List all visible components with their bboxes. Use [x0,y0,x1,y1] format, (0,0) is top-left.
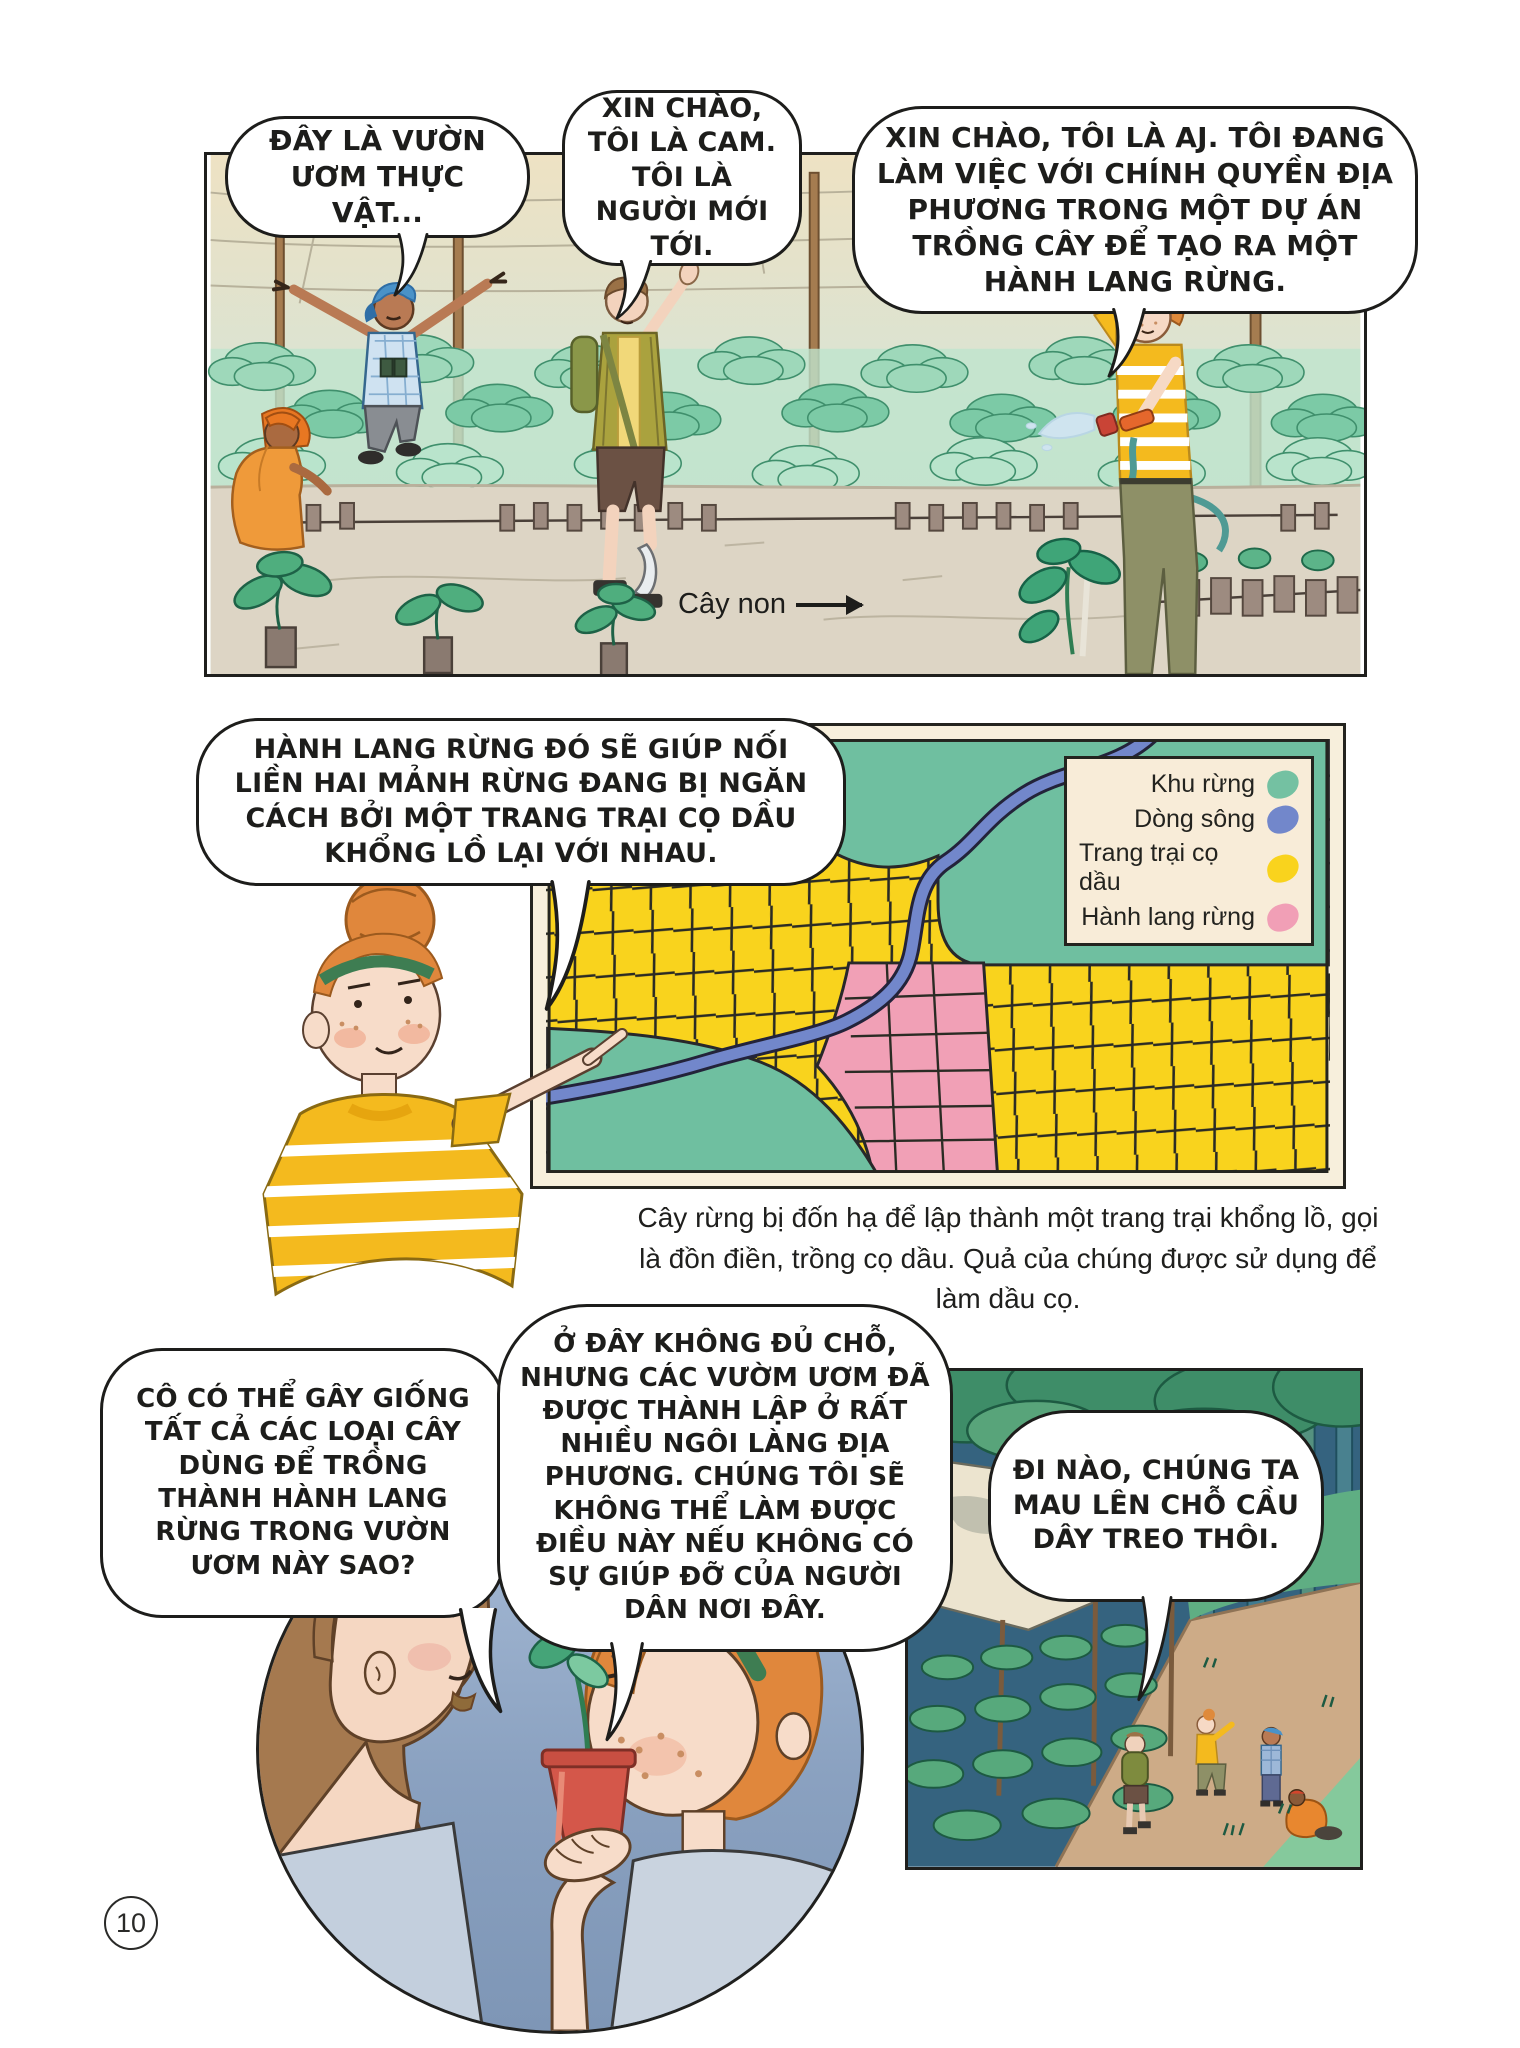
legend-item-corridor [1079,903,1299,932]
page-number-text: 10 [115,1907,147,1938]
speech-bubble-aj-answer: Ở ĐÂY KHÔNG ĐỦ CHỖ, NHƯNG CÁC VƯỜM ƯƠM ĐÃ ĐƯỢC THÀNH LẬP Ở RẤT NHIỀU NGÔI LÀNG ĐỊA PHƯƠNG. CHÚNG TÔI SẼ KHÔNG THỂ LÀM ĐƯỢC ĐIỀU NÀY NẾU KHÔNG CÓ SỰ GIÚP ĐỠ CỦA NGƯỜI DÂN NƠI ĐÂY. [497,1304,953,1652]
arrow-right-icon [796,603,862,607]
map-caption: Cây rừng bị đốn hạ để lập thành một trang trại khổng lồ, gọi là đồn điền, trồng cọ dầu. Quả của chúng được sử dụng để làm dầu cọ. [637,1202,1379,1315]
map-legend [1064,756,1314,946]
speech-bubble-cam-question: CÔ CÓ THỂ GÂY GIỐNG TẤT CẢ CÁC LOẠI CÂY DÙNG ĐỂ TRỒNG THÀNH HÀNH LANG RỪNG TRONG VƯỜN ƯƠM NÀY SAO? [100,1348,506,1618]
legend-item-palm-farm [1079,839,1299,897]
legend-label: Hành lang rừng [1081,902,1255,931]
page-number [104,1896,158,1950]
speech-bubble-go: ĐI NÀO, CHÚNG TA MAU LÊN CHỖ CẦU DÂY TREO THÔI. [988,1410,1324,1602]
speech-bubble-aj-intro: XIN CHÀO, TÔI LÀ AJ. TÔI ĐANG LÀM VIỆC VỚI CHÍNH QUYỀN ĐỊA PHƯƠNG TRONG MỘT DỰ ÁN TRỒNG CÂY ĐỂ TẠO RA MỘT HÀNH LANG RỪNG. [852,106,1418,314]
seedling-label-text: Cây non [678,588,787,620]
legend-label: Trang trại cọ dầu [1079,839,1219,897]
river-color-swatch [1265,803,1301,835]
bubble-tail [452,1608,504,1714]
legend-label: Dòng sông [1134,804,1255,833]
legend-item-forest [1079,770,1299,799]
bubble-tail [392,233,434,297]
bubble-tail [1106,308,1152,378]
corridor-color-swatch [1265,901,1301,933]
bubble-tail [1136,1596,1178,1702]
boy-figure-small [1260,1728,1283,1807]
legend-item-river [1079,805,1299,834]
speech-bubble-nursery: ĐÂY LÀ VƯỜN ƯƠM THỰC VẬT... [225,116,530,238]
bubble-tail [614,260,658,320]
palm-farm-color-swatch [1265,852,1301,884]
forest-color-swatch [1265,769,1301,801]
seedling-annotation [678,588,862,621]
speech-bubble-cam-intro: XIN CHÀO, TÔI LÀ CAM. TÔI LÀ NGƯỜI MỚI TỚI. [562,90,802,266]
legend-label: Khu rừng [1150,770,1255,799]
bubble-tail [543,880,598,1012]
speech-bubble-corridor: HÀNH LANG RỪNG ĐÓ SẼ GIÚP NỐI LIỀN HAI MẢNH RỪNG ĐANG BỊ NGĂN CÁCH BỞI MỘT TRANG TRẠI CỌ DẦU KHỔNG LỒ LẠI VỚI NHAU. [196,718,846,886]
bubble-tail [604,1642,650,1742]
